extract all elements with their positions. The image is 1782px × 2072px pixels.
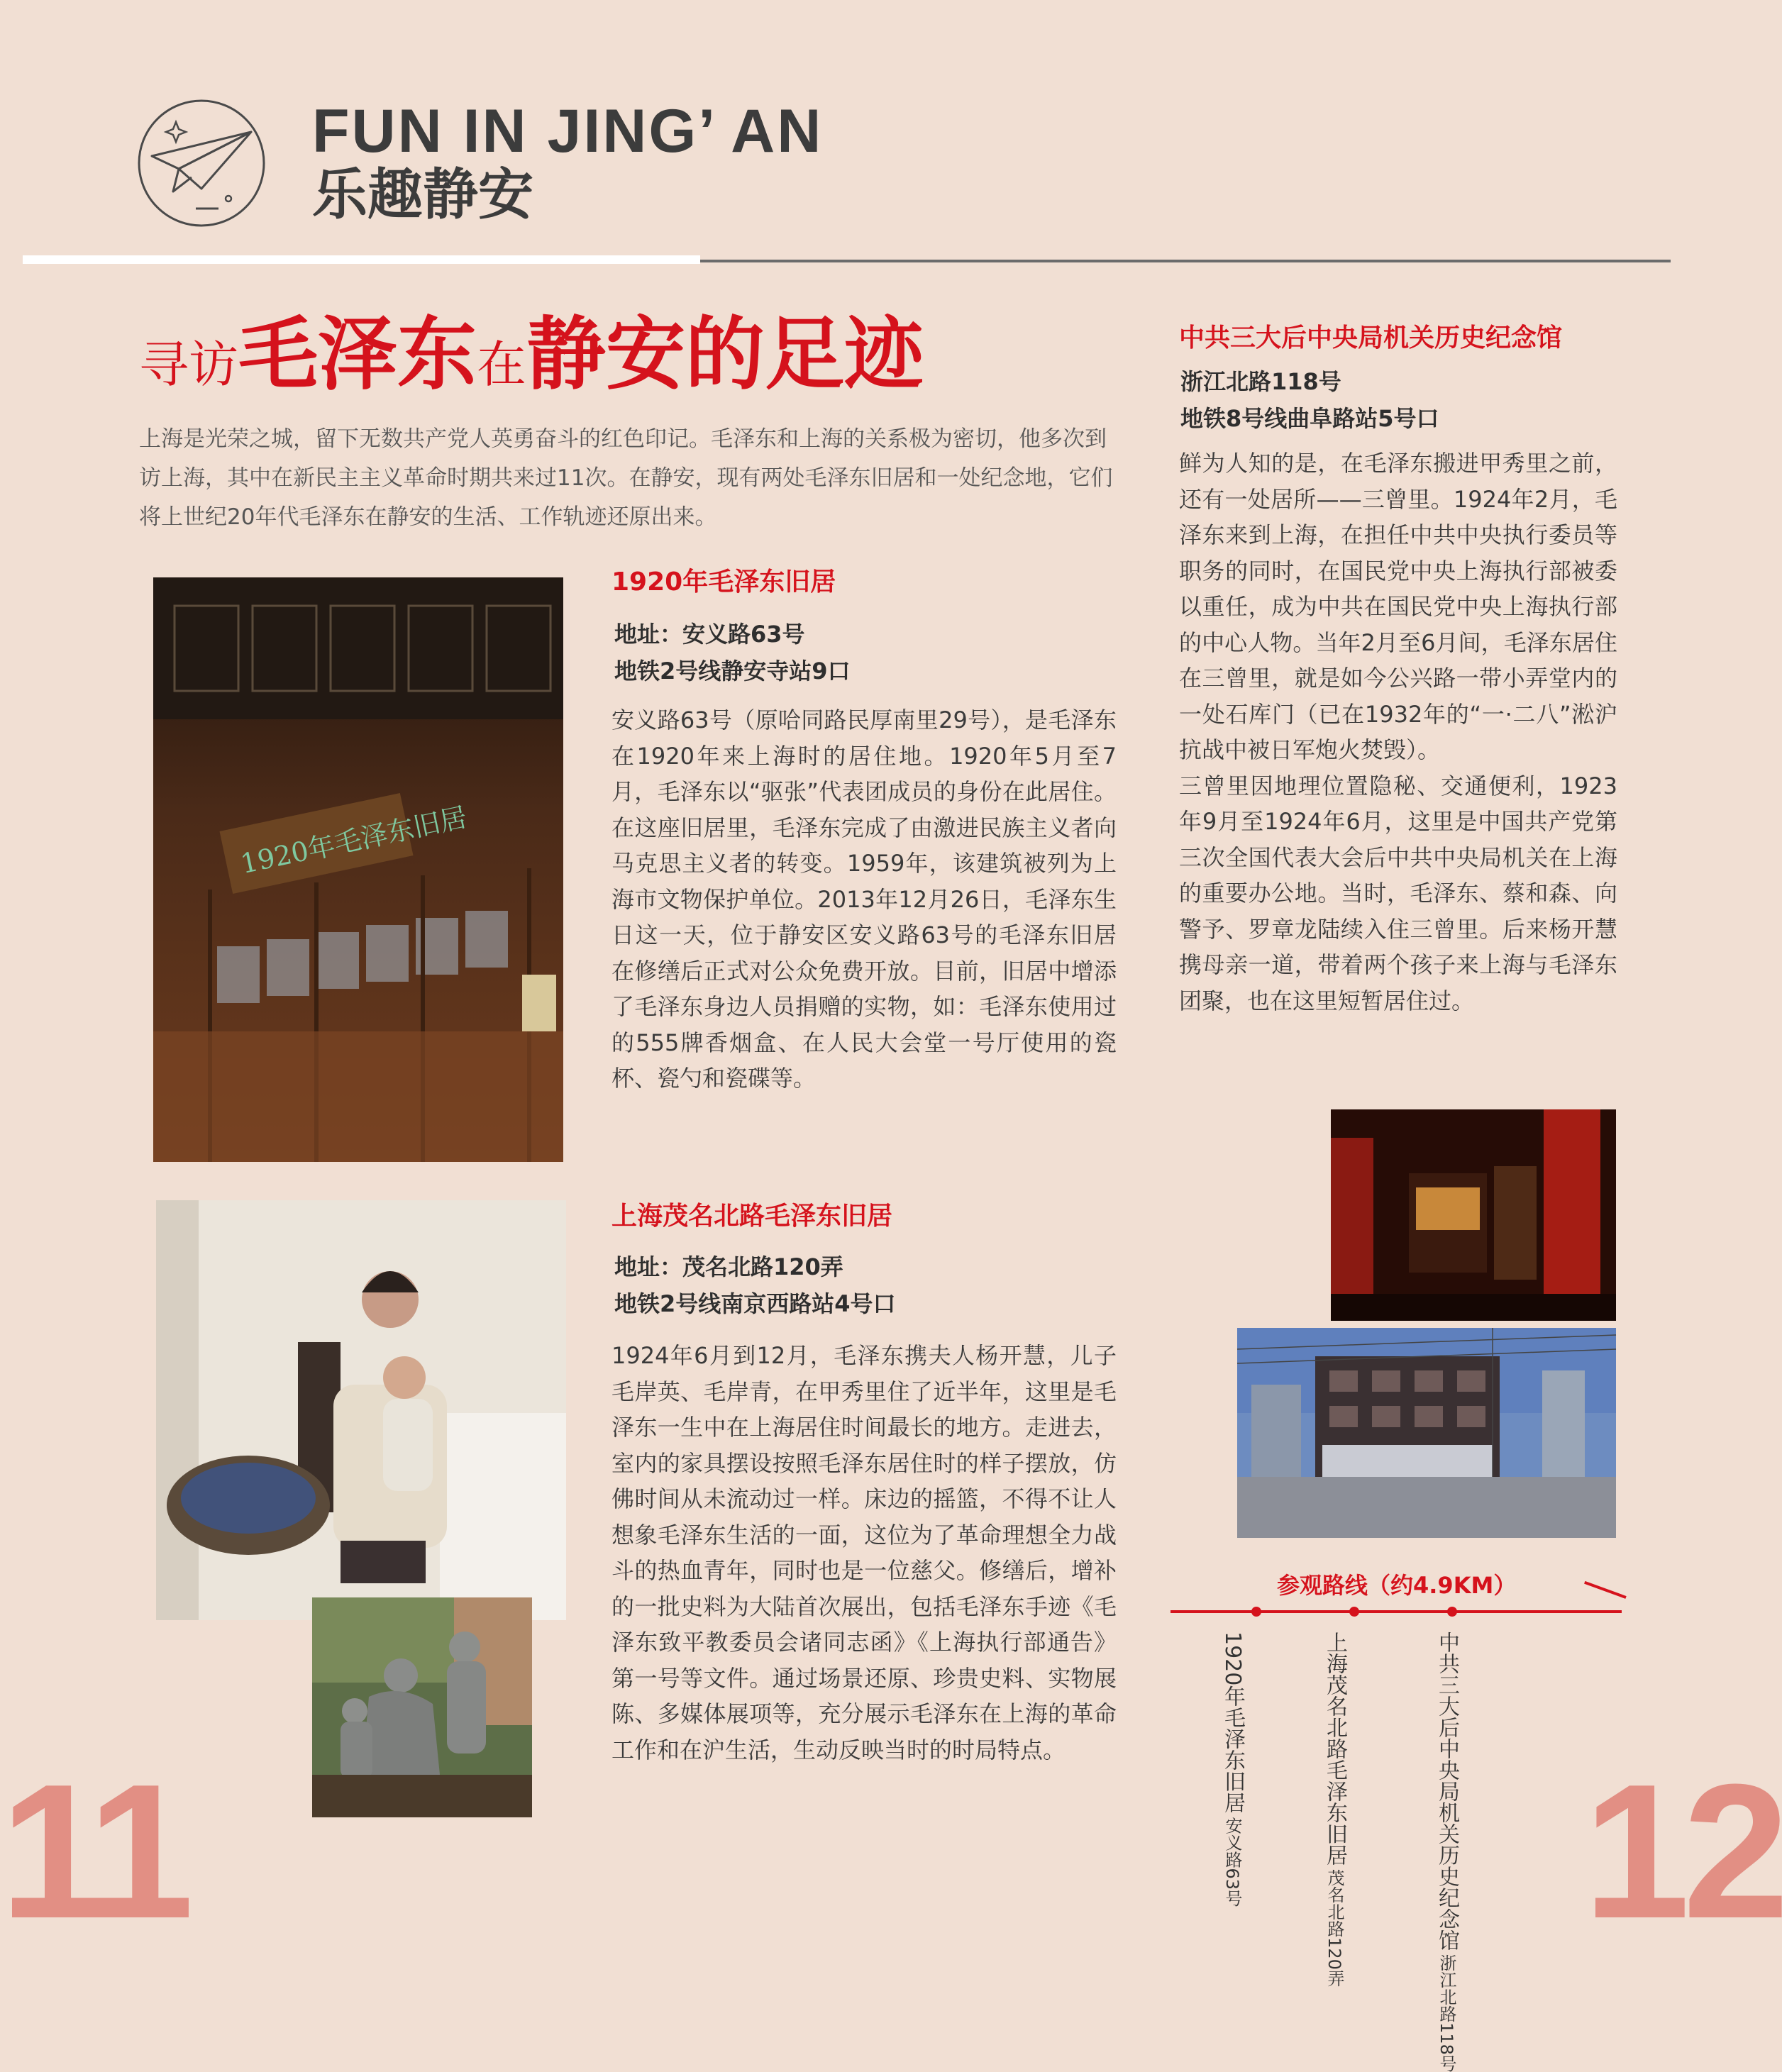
route-arrow-icon <box>1584 1581 1627 1599</box>
section1-body: 安义路63号（原哈同路民厚南里29号），是毛泽东在1920年来上海时的居住地。1920年5月至7月，毛泽东以“驱张”代表团成员的身份在此居住。在这座旧居里，毛泽东完成了由激进民族主义者向马克思主义者的转变。1959年，该建筑被列为上海市文物保护单位。2013年12月26日，毛泽东生日这一天，位于静安区安义路63号的毛泽东旧居在修缮后正式对公众免费开放。目前，旧居中增添了毛泽东身边人员捐赠的实物，如：毛泽东使用过的555牌香烟盒、在人民大会堂一号厅使用的瓷杯、瓷勺和瓷碟等。 <box>611 707 1117 1092</box>
section3-address: 浙江北路118号 <box>1180 368 1341 395</box>
header-divider-accent <box>23 255 700 264</box>
page-headline: 寻访毛泽东在静安的足迹 <box>139 309 924 401</box>
page-number-left: 11 <box>0 1745 186 1959</box>
route-stop-dot <box>1349 1607 1359 1617</box>
route-title: 参观路线（约4.9KM） <box>1277 1572 1517 1599</box>
section3-body <box>1179 445 1617 1019</box>
route-stop-1 <box>1219 1631 1246 1907</box>
section3-body-paragraph-2: 三曾里因地理位置隐秘、交通便利，1923年9月至1924年6月，这里是中国共产党第三次全国代表大会后中共中央局机关在上海的重要办公地。当时，毛泽东、蔡和森、向警予、罗章龙陆续入住三曾里。后来杨开慧携母亲一道，带着两个孩子来上海与毛泽东团聚，也在这里短暂居住过。 <box>1179 772 1617 1014</box>
photo-memorial-hall-exterior <box>1237 1328 1616 1538</box>
intro-paragraph: 上海是光荣之城，留下无数共产党人英勇奋斗的红色印记。毛泽东和上海的关系极为密切，他多次到访上海，其中在新民主主义革命时期共来过11次。在静安，现有两处毛泽东旧居和一处纪念地，它们将上世纪20年代毛泽东在静安的生活、工作轨迹还原出来。 <box>139 426 1113 530</box>
route-stop-3 <box>1433 1631 1460 2072</box>
section3-body-paragraph-1: 鲜为人知的是，在毛泽东搬进甲秀里之前，还有一处居所——三曾里。1924年2月，毛泽东来到上海，在担任中共中央执行委员等职务的同时，在国民党中央上海执行部被委以重任，成为中共在国民党中央上海执行部的中心人物。当年2月至6月间，毛泽东居住在三曾里，就是如今公兴路一带小弄堂内的一处石库门（已在1932年的“一·二八”淞沪抗战中被日军炮火焚毁）。 <box>1179 450 1617 763</box>
photo-maoming-interior <box>156 1200 566 1620</box>
route-stop-dot <box>1447 1607 1457 1617</box>
section3-metro: 地铁8号线曲阜路站5号口 <box>1180 405 1439 432</box>
route-line <box>1171 1610 1622 1613</box>
section2-body: 1924年6月到12月，毛泽东携夫人杨开慧，儿子毛岸英、毛岸青，在甲秀里住了近半年，这里是毛泽东一生中在上海居住时间最长的地方。走进去，室内的家具摆设按照毛泽东居住时的样子摆放，仿佛时间从未流动过一样。床边的摇篮，不得不让人想象毛泽东生活的一面，这位为了革命理想全力战斗的热血青年，同时也是一位慈父。修缮后，增补的一批史料为大陆首次展出，包括毛泽东手迹《毛泽东致平教委员会诸同志函》《上海执行部通告》第一号等文件。通过场景还原、珍贵史料、实物展陈、多媒体展项等，充分展示毛泽东在上海的革命工作和在沪生活，生动反映当时的时局特点。 <box>611 1342 1117 1763</box>
section1-address-block <box>614 616 851 689</box>
section2-address: 地址：茂名北路120弄 <box>614 1253 843 1280</box>
route-stop-3-address: 浙江北路118号 <box>1437 1954 1456 2072</box>
photo-memorial-hall-interior <box>1331 1109 1616 1321</box>
route-stop-dot <box>1251 1607 1261 1617</box>
header-divider <box>699 260 1671 262</box>
section1-title: 1920年毛泽东旧居 <box>611 567 836 597</box>
photo-statue-circle <box>312 1597 532 1817</box>
section1-metro: 地铁2号线静安寺站9口 <box>614 658 851 685</box>
section2-address-block <box>614 1248 896 1322</box>
route-stop-2-address: 茂名北路120弄 <box>1324 1869 1344 1987</box>
section1-address: 地址：安义路63号 <box>614 621 805 648</box>
title-english: FUN IN JING’ AN <box>312 97 824 165</box>
route-stop-2 <box>1321 1631 1348 1987</box>
section2-metro: 地铁2号线南京西路站4号口 <box>614 1290 896 1317</box>
page-number-right: 12 <box>1583 1745 1782 1959</box>
title-chinese: 乐趣静安 <box>312 163 534 227</box>
residence-sign: 1920年毛泽东旧居 <box>238 801 470 880</box>
paper-plane-icon <box>136 98 267 228</box>
route-stop-3-name: 中共三大后中央局机关历史纪念馆 <box>1434 1631 1459 1951</box>
section3-title: 中共三大后中央局机关历史纪念馆 <box>1179 323 1563 353</box>
route-stop-1-address: 安义路63号 <box>1222 1817 1242 1907</box>
route-stop-2-name: 上海茂名北路毛泽东旧居 <box>1322 1631 1347 1866</box>
section3-address-block <box>1180 363 1439 437</box>
route-stop-1-name: 1920年毛泽东旧居 <box>1220 1631 1245 1814</box>
section2-title: 上海茂名北路毛泽东旧居 <box>611 1202 893 1231</box>
photo-1920-residence <box>153 577 563 1162</box>
